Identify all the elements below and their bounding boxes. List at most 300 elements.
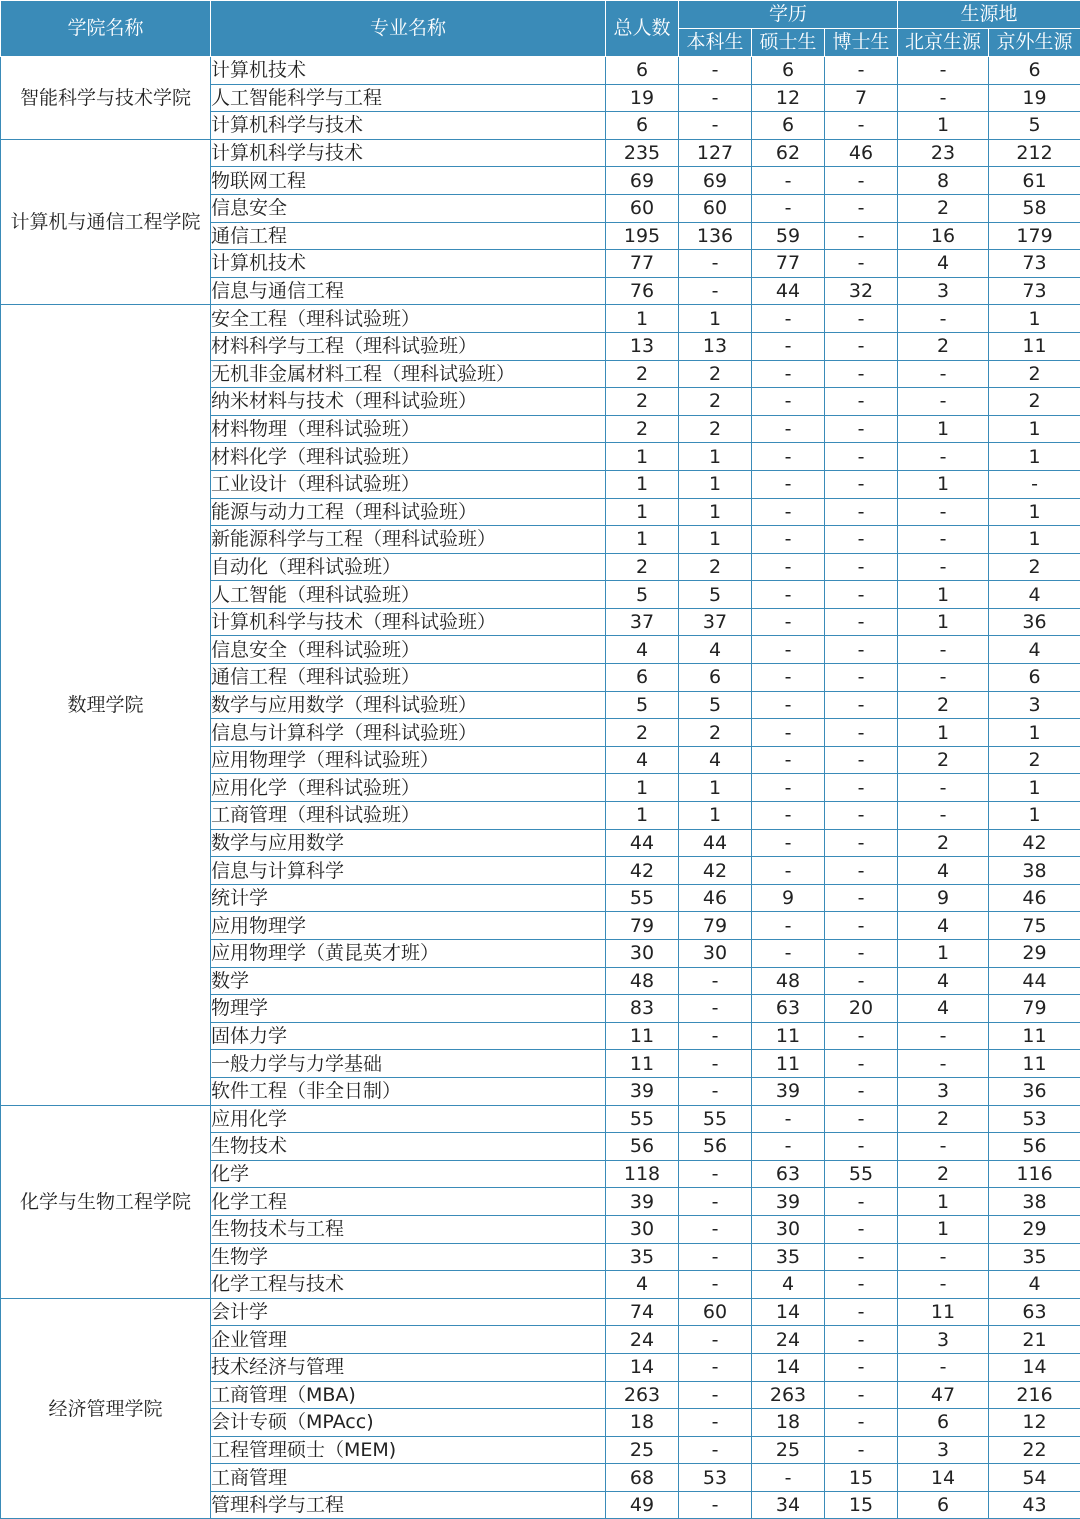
master-count: - [752,940,825,968]
doctor-count: - [825,802,898,830]
doctor-count: - [825,388,898,416]
total-count: 60 [606,194,679,222]
bachelor-count: 46 [679,884,752,912]
doctor-count: - [825,1188,898,1216]
beijing-count: 3 [898,1077,989,1105]
bachelor-count: 30 [679,940,752,968]
major-name: 物联网工程 [211,167,606,195]
master-count: 6 [752,57,825,85]
total-count: 1 [606,470,679,498]
doctor-count: - [825,470,898,498]
major-name: 通信工程（理科试验班） [211,664,606,692]
bachelor-count: - [679,1326,752,1354]
beijing-count: - [898,1050,989,1078]
header-education: 学历 [679,1,898,29]
major-name: 统计学 [211,884,606,912]
beijing-count: - [898,1243,989,1271]
major-name: 信息安全（理科试验班） [211,636,606,664]
beijing-count: 4 [898,857,989,885]
doctor-count: - [825,1105,898,1133]
major-name: 计算机技术 [211,57,606,85]
major-name: 数学与应用数学 [211,829,606,857]
total-count: 35 [606,1243,679,1271]
master-count: 48 [752,967,825,995]
beijing-count: 2 [898,829,989,857]
doctor-count: - [825,719,898,747]
total-count: 79 [606,912,679,940]
total-count: 74 [606,1298,679,1326]
beijing-count: 2 [898,691,989,719]
beijing-count: - [898,388,989,416]
bachelor-count: - [679,1160,752,1188]
outside-count: 63 [989,1298,1080,1326]
doctor-count: - [825,636,898,664]
total-count: 19 [606,84,679,112]
bachelor-count: 55 [679,1105,752,1133]
bachelor-count: 60 [679,194,752,222]
doctor-count: - [825,664,898,692]
header-major: 专业名称 [211,1,606,57]
bachelor-count: - [679,1243,752,1271]
beijing-count: 1 [898,608,989,636]
beijing-count: - [898,498,989,526]
master-count: 14 [752,1298,825,1326]
beijing-count: 23 [898,139,989,167]
master-count: 11 [752,1050,825,1078]
header-origin: 生源地 [898,1,1080,29]
doctor-count: - [825,526,898,554]
college-name: 化学与生物工程学院 [1,1105,211,1298]
outside-count: 56 [989,1133,1080,1161]
doctor-count: - [825,57,898,85]
major-name: 化学工程 [211,1188,606,1216]
master-count: - [752,774,825,802]
doctor-count: - [825,857,898,885]
bachelor-count: - [679,1436,752,1464]
major-name: 计算机科学与技术 [211,139,606,167]
beijing-count: - [898,57,989,85]
outside-count: 116 [989,1160,1080,1188]
doctor-count: 15 [825,1464,898,1492]
bachelor-count: - [679,1491,752,1519]
beijing-count: - [898,443,989,471]
beijing-count: 1 [898,581,989,609]
master-count: - [752,470,825,498]
total-count: 6 [606,664,679,692]
master-count: - [752,498,825,526]
total-count: 6 [606,112,679,140]
beijing-count: 47 [898,1381,989,1409]
outside-count: 4 [989,636,1080,664]
outside-count: 12 [989,1409,1080,1437]
doctor-count: - [825,829,898,857]
bachelor-count: 1 [679,802,752,830]
master-count: 24 [752,1326,825,1354]
master-count: - [752,526,825,554]
major-name: 化学 [211,1160,606,1188]
table-row [1,1105,1080,1133]
total-count: 1 [606,526,679,554]
beijing-count: - [898,1133,989,1161]
total-count: 195 [606,222,679,250]
major-name: 软件工程（非全日制） [211,1077,606,1105]
bachelor-count: 42 [679,857,752,885]
header-master: 硕士生 [752,29,825,57]
major-name: 一般力学与力学基础 [211,1050,606,1078]
doctor-count: - [825,332,898,360]
master-count: 77 [752,250,825,278]
major-name: 信息与计算科学 [211,857,606,885]
master-count: - [752,360,825,388]
doctor-count: - [825,1133,898,1161]
beijing-count: 1 [898,940,989,968]
outside-count: 73 [989,250,1080,278]
doctor-count: - [825,1271,898,1299]
total-count: 13 [606,332,679,360]
master-count: - [752,912,825,940]
doctor-count: - [825,774,898,802]
total-count: 5 [606,581,679,609]
major-name: 应用化学（理科试验班） [211,774,606,802]
major-name: 人工智能（理科试验班） [211,581,606,609]
total-count: 2 [606,415,679,443]
doctor-count: - [825,912,898,940]
beijing-count: 14 [898,1464,989,1492]
outside-count: 1 [989,802,1080,830]
major-name: 无机非金属材料工程（理科试验班） [211,360,606,388]
major-name: 纳米材料与技术（理科试验班） [211,388,606,416]
outside-count: 1 [989,774,1080,802]
bachelor-count: - [679,995,752,1023]
bachelor-count: 2 [679,719,752,747]
major-name: 能源与动力工程（理科试验班） [211,498,606,526]
beijing-count: 2 [898,1105,989,1133]
beijing-count: 3 [898,1326,989,1354]
bachelor-count: 2 [679,553,752,581]
beijing-count: - [898,636,989,664]
bachelor-count: 56 [679,1133,752,1161]
doctor-count: - [825,415,898,443]
bachelor-count: 53 [679,1464,752,1492]
major-name: 材料科学与工程（理科试验班） [211,332,606,360]
beijing-count: - [898,664,989,692]
master-count: 9 [752,884,825,912]
doctor-count: - [825,940,898,968]
header-beijing: 北京生源 [898,29,989,57]
doctor-count: - [825,498,898,526]
doctor-count: - [825,1077,898,1105]
outside-count: 36 [989,1077,1080,1105]
beijing-count: 2 [898,194,989,222]
major-name: 会计学 [211,1298,606,1326]
master-count: - [752,581,825,609]
master-count: - [752,1464,825,1492]
master-count: 30 [752,1215,825,1243]
outside-count: 36 [989,608,1080,636]
beijing-count: - [898,84,989,112]
total-count: 56 [606,1133,679,1161]
outside-count: - [989,470,1080,498]
outside-count: 3 [989,691,1080,719]
master-count: - [752,388,825,416]
total-count: 39 [606,1077,679,1105]
bachelor-count: 127 [679,139,752,167]
college-name: 计算机与通信工程学院 [1,139,211,305]
college-name: 智能科学与技术学院 [1,57,211,140]
beijing-count: - [898,305,989,333]
doctor-count: - [825,746,898,774]
master-count: - [752,636,825,664]
outside-count: 5 [989,112,1080,140]
total-count: 4 [606,746,679,774]
outside-count: 2 [989,388,1080,416]
doctor-count: - [825,691,898,719]
bachelor-count: - [679,250,752,278]
outside-count: 1 [989,719,1080,747]
bachelor-count: - [679,1271,752,1299]
master-count: - [752,1105,825,1133]
outside-count: 42 [989,829,1080,857]
bachelor-count: 4 [679,746,752,774]
major-name: 材料物理（理科试验班） [211,415,606,443]
bachelor-count: 1 [679,305,752,333]
outside-count: 73 [989,277,1080,305]
header-doctor: 博士生 [825,29,898,57]
beijing-count: 4 [898,995,989,1023]
header-bachelor: 本科生 [679,29,752,57]
outside-count: 61 [989,167,1080,195]
outside-count: 46 [989,884,1080,912]
table-row [1,57,1080,85]
college-name: 经济管理学院 [1,1298,211,1519]
total-count: 77 [606,250,679,278]
master-count: - [752,691,825,719]
bachelor-count: 1 [679,526,752,554]
major-name: 数学 [211,967,606,995]
major-name: 应用物理学（黄昆英才班） [211,940,606,968]
major-name: 安全工程（理科试验班） [211,305,606,333]
major-name: 工商管理（MBA) [211,1381,606,1409]
beijing-count: 2 [898,1160,989,1188]
total-count: 39 [606,1188,679,1216]
beijing-count: 4 [898,912,989,940]
outside-count: 1 [989,305,1080,333]
bachelor-count: 1 [679,470,752,498]
outside-count: 2 [989,746,1080,774]
major-name: 工商管理（理科试验班） [211,802,606,830]
doctor-count: - [825,1215,898,1243]
table-body [1,57,1080,1519]
major-name: 材料化学（理科试验班） [211,443,606,471]
major-name: 应用化学 [211,1105,606,1133]
major-name: 计算机技术 [211,250,606,278]
beijing-count: 4 [898,967,989,995]
total-count: 2 [606,388,679,416]
doctor-count: - [825,222,898,250]
table-row [1,1298,1080,1326]
outside-count: 179 [989,222,1080,250]
major-name: 信息与计算科学（理科试验班） [211,719,606,747]
bachelor-count: 5 [679,691,752,719]
beijing-count: 11 [898,1298,989,1326]
total-count: 4 [606,636,679,664]
beijing-count: - [898,1353,989,1381]
bachelor-count: 136 [679,222,752,250]
beijing-count: 8 [898,167,989,195]
master-count: - [752,415,825,443]
doctor-count: 32 [825,277,898,305]
total-count: 55 [606,884,679,912]
outside-count: 22 [989,1436,1080,1464]
major-name: 技术经济与管理 [211,1353,606,1381]
beijing-count: - [898,774,989,802]
outside-count: 38 [989,857,1080,885]
total-count: 11 [606,1022,679,1050]
outside-count: 6 [989,57,1080,85]
outside-count: 58 [989,194,1080,222]
master-count: - [752,746,825,774]
bachelor-count: - [679,1353,752,1381]
major-name: 工程管理硕士（MEM) [211,1436,606,1464]
outside-count: 1 [989,415,1080,443]
master-count: 263 [752,1381,825,1409]
doctor-count: 15 [825,1491,898,1519]
master-count: 14 [752,1353,825,1381]
doctor-count: - [825,581,898,609]
total-count: 118 [606,1160,679,1188]
total-count: 18 [606,1409,679,1437]
table-row [1,139,1080,167]
beijing-count: 1 [898,415,989,443]
total-count: 24 [606,1326,679,1354]
doctor-count: - [825,608,898,636]
bachelor-count: - [679,84,752,112]
master-count: 63 [752,1160,825,1188]
total-count: 6 [606,57,679,85]
doctor-count: - [825,305,898,333]
master-count: 12 [752,84,825,112]
bachelor-count: - [679,1022,752,1050]
bachelor-count: 2 [679,360,752,388]
master-count: 63 [752,995,825,1023]
master-count: - [752,194,825,222]
total-count: 2 [606,360,679,388]
table-row [1,305,1080,333]
major-name: 工商管理 [211,1464,606,1492]
total-count: 44 [606,829,679,857]
major-name: 生物技术 [211,1133,606,1161]
major-name: 信息安全 [211,194,606,222]
outside-count: 212 [989,139,1080,167]
outside-count: 21 [989,1326,1080,1354]
doctor-count: - [825,1381,898,1409]
master-count: 34 [752,1491,825,1519]
total-count: 235 [606,139,679,167]
total-count: 68 [606,1464,679,1492]
doctor-count: 55 [825,1160,898,1188]
master-count: - [752,802,825,830]
outside-count: 2 [989,553,1080,581]
bachelor-count: 5 [679,581,752,609]
outside-count: 54 [989,1464,1080,1492]
bachelor-count: 4 [679,636,752,664]
outside-count: 2 [989,360,1080,388]
bachelor-count: - [679,1215,752,1243]
major-name: 计算机科学与技术 [211,112,606,140]
master-count: 18 [752,1409,825,1437]
doctor-count: - [825,1050,898,1078]
bachelor-count: - [679,1381,752,1409]
beijing-count: 4 [898,250,989,278]
total-count: 1 [606,443,679,471]
major-name: 应用物理学 [211,912,606,940]
bachelor-count: - [679,1050,752,1078]
beijing-count: 6 [898,1491,989,1519]
doctor-count: - [825,967,898,995]
major-name: 数学与应用数学（理科试验班） [211,691,606,719]
outside-count: 29 [989,1215,1080,1243]
bachelor-count: 6 [679,664,752,692]
master-count: 44 [752,277,825,305]
outside-count: 14 [989,1353,1080,1381]
bachelor-count: 37 [679,608,752,636]
outside-count: 75 [989,912,1080,940]
total-count: 30 [606,1215,679,1243]
major-name: 生物技术与工程 [211,1215,606,1243]
beijing-count: 9 [898,884,989,912]
outside-count: 38 [989,1188,1080,1216]
beijing-count: 16 [898,222,989,250]
beijing-count: - [898,802,989,830]
total-count: 4 [606,1271,679,1299]
header-total: 总人数 [606,1,679,57]
major-name: 物理学 [211,995,606,1023]
master-count: 11 [752,1022,825,1050]
outside-count: 79 [989,995,1080,1023]
doctor-count: 46 [825,139,898,167]
major-name: 人工智能科学与工程 [211,84,606,112]
major-name: 化学工程与技术 [211,1271,606,1299]
beijing-count: 2 [898,746,989,774]
major-name: 自动化（理科试验班） [211,553,606,581]
total-count: 49 [606,1491,679,1519]
doctor-count: - [825,443,898,471]
master-count: 39 [752,1188,825,1216]
bachelor-count: 69 [679,167,752,195]
major-name: 计算机科学与技术（理科试验班） [211,608,606,636]
total-count: 2 [606,719,679,747]
bachelor-count: - [679,1188,752,1216]
outside-count: 11 [989,1050,1080,1078]
bachelor-count: 13 [679,332,752,360]
master-count: - [752,305,825,333]
total-count: 14 [606,1353,679,1381]
doctor-count: - [825,194,898,222]
major-name: 信息与通信工程 [211,277,606,305]
outside-count: 4 [989,581,1080,609]
major-name: 生物学 [211,1243,606,1271]
total-count: 11 [606,1050,679,1078]
outside-count: 6 [989,664,1080,692]
beijing-count: 6 [898,1409,989,1437]
outside-count: 53 [989,1105,1080,1133]
master-count: - [752,553,825,581]
master-count: - [752,857,825,885]
bachelor-count: 1 [679,498,752,526]
college-name: 数理学院 [1,305,211,1105]
master-count: - [752,332,825,360]
bachelor-count: 79 [679,912,752,940]
